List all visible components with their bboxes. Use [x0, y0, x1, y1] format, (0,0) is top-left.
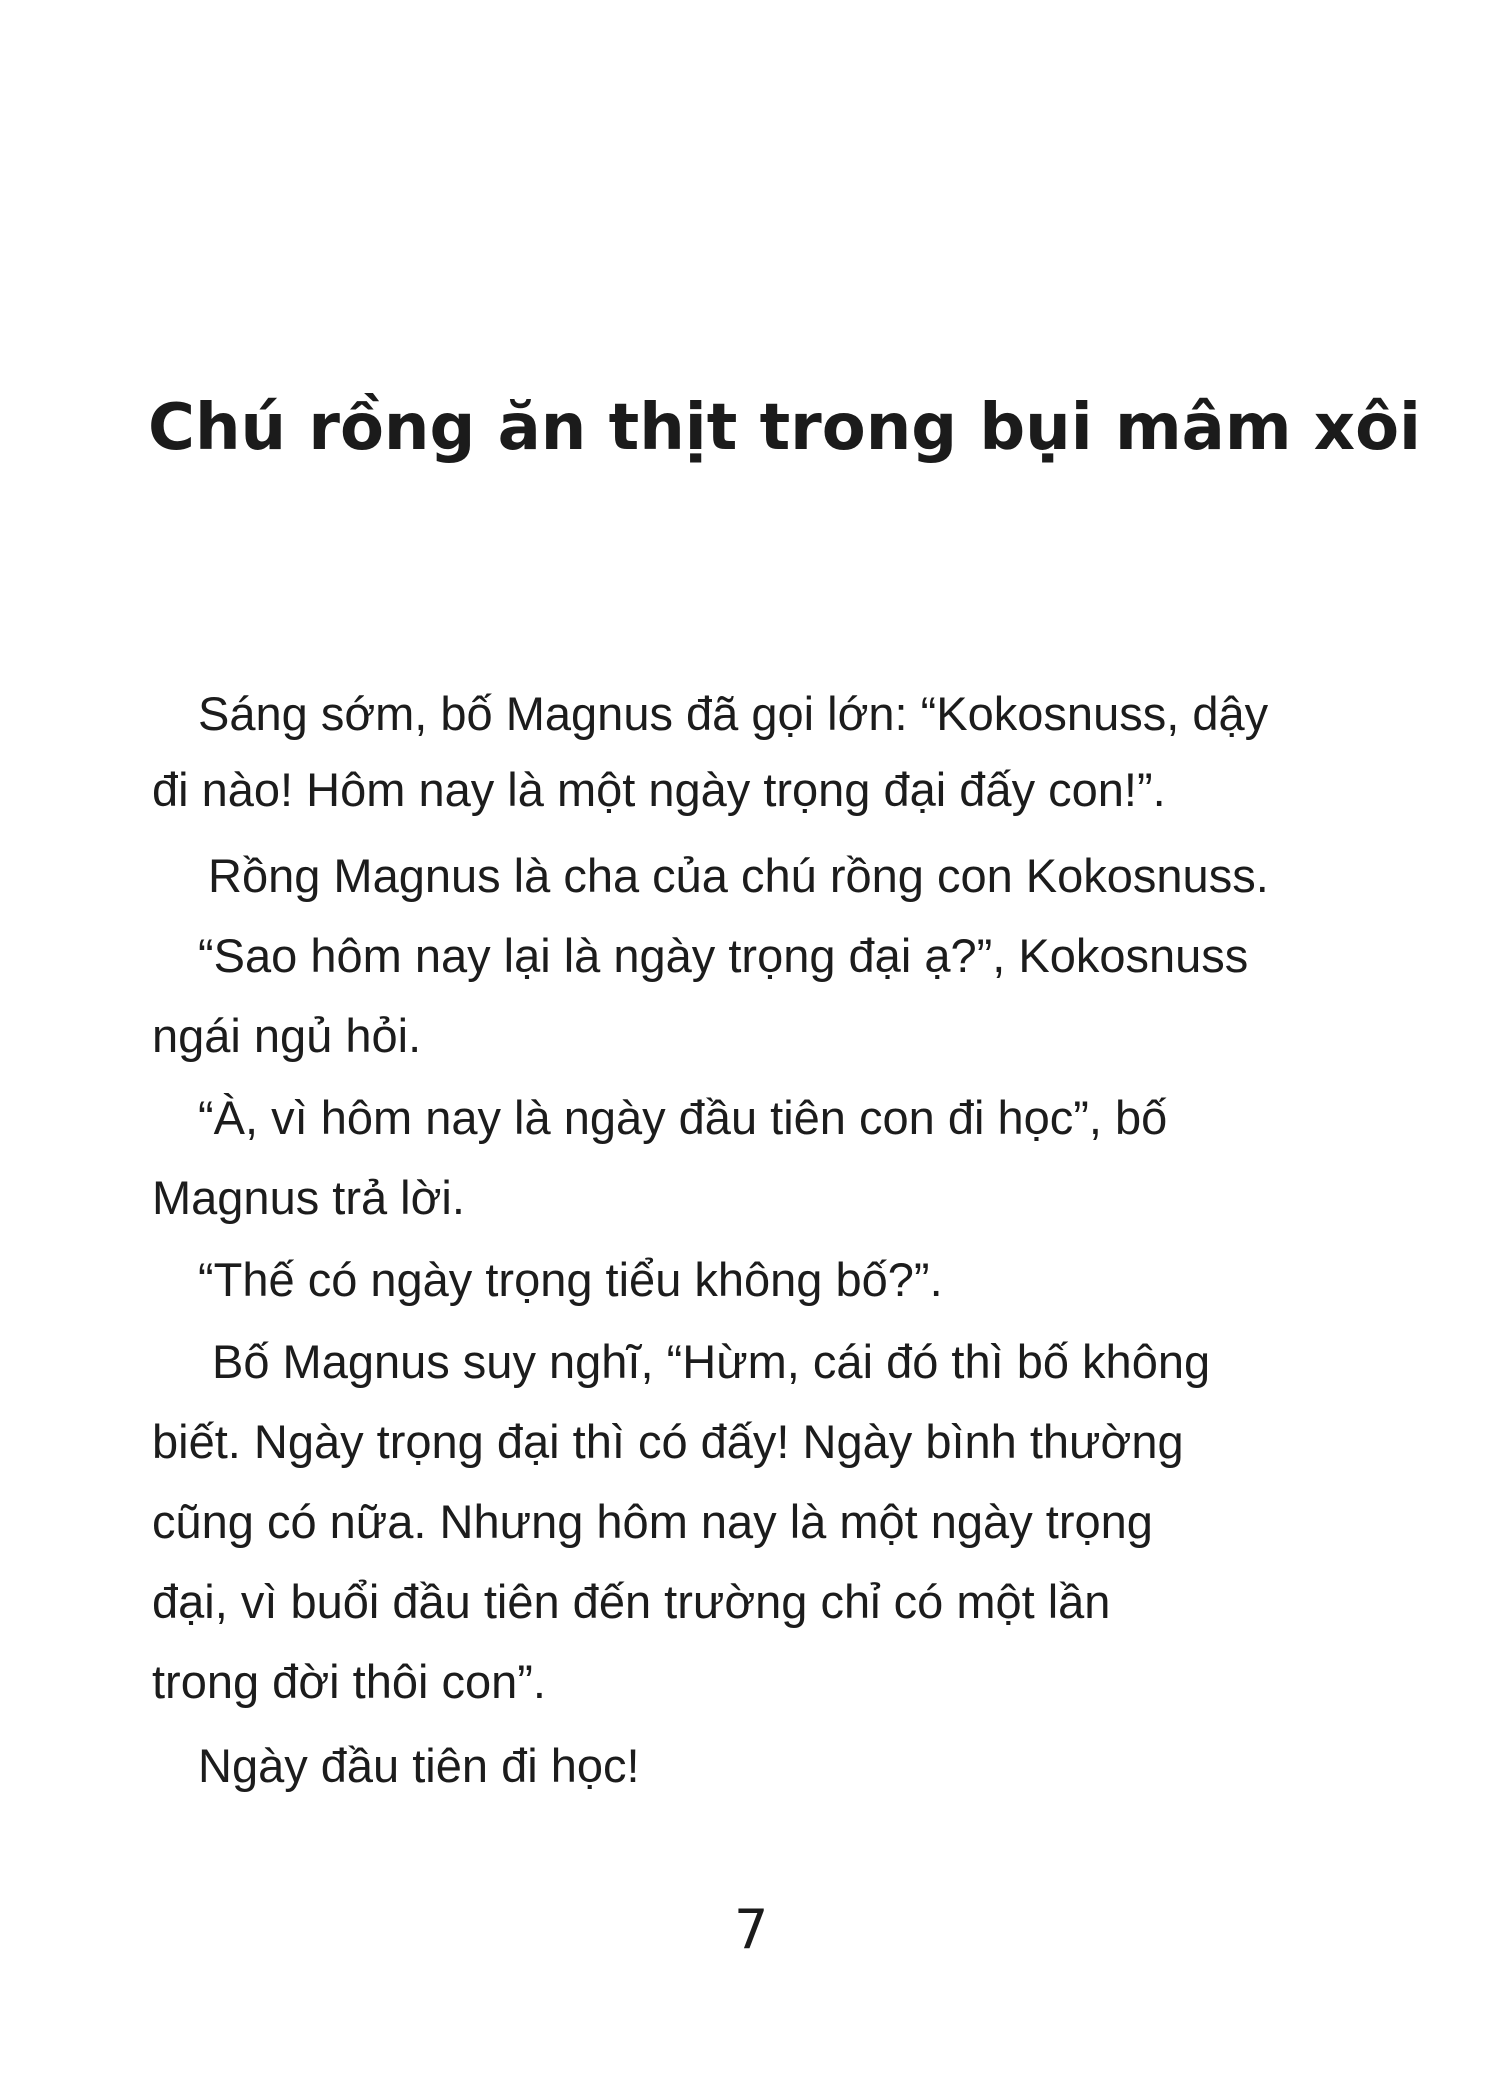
text-line: Magnus trả lời.: [152, 1171, 465, 1224]
text-line: “Sao hôm nay lại là ngày trọng đại ạ?”, Kokosnuss: [198, 929, 1249, 982]
text-line: Rồng Magnus là cha của chú rồng con Kokosnuss.: [208, 849, 1269, 902]
text-line: ngái ngủ hỏi.: [152, 1009, 422, 1062]
chapter-title: Chú rồng ăn thịt trong bụi mâm xôi: [148, 391, 1421, 465]
text-line: Bố Magnus suy nghĩ, “Hừm, cái đó thì bố không: [212, 1335, 1211, 1388]
text-line: đi nào! Hôm nay là một ngày trọng đại đấy con!”.: [152, 763, 1166, 816]
text-line: trong đời thôi con”.: [152, 1655, 546, 1708]
text-line: “À, vì hôm nay là ngày đầu tiên con đi học”, bố: [198, 1091, 1168, 1144]
text-line: “Thế có ngày trọng tiểu không bố?”.: [198, 1253, 943, 1306]
page-number: 7: [734, 1898, 769, 1961]
text-line: cũng có nữa. Nhưng hôm nay là một ngày trọng: [152, 1495, 1153, 1548]
text-line: biết. Ngày trọng đại thì có đấy! Ngày bình thường: [152, 1415, 1184, 1468]
text-line: Sáng sớm, bố Magnus đã gọi lớn: “Kokosnuss, dậy: [198, 687, 1269, 740]
text-line: đại, vì buổi đầu tiên đến trường chỉ có một lần: [152, 1575, 1111, 1628]
text-line: Ngày đầu tiên đi học!: [198, 1739, 640, 1792]
